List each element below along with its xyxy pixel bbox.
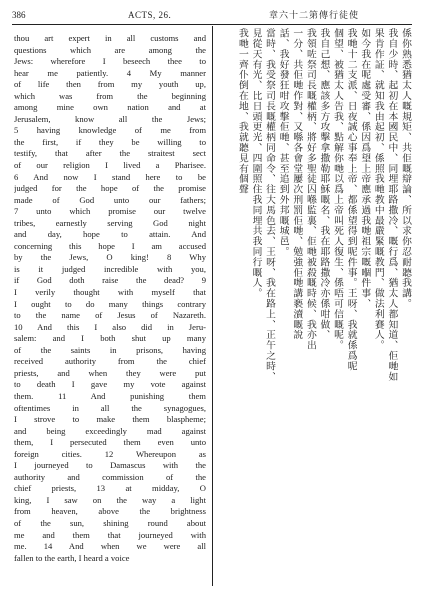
page-number: 386 bbox=[12, 10, 26, 20]
chinese-column: 如今我在呢處受審、係因爲望上帝應承過我哋祖宗嘅嗰件事、 bbox=[359, 28, 371, 309]
english-line: to death I gave my vote against bbox=[14, 379, 206, 390]
english-line: testify, that after the straitest sect bbox=[14, 148, 206, 159]
english-line: questions which are among the bbox=[14, 44, 206, 55]
english-line: 10 And this I also did in Jeru- bbox=[14, 321, 206, 332]
english-line: Jews: wherefore I beseech thee to bbox=[14, 56, 206, 67]
english-line: I ought to do many things contrary bbox=[14, 298, 206, 309]
english-line: of our religion I lived a Pharisee. bbox=[14, 160, 206, 171]
chinese-column: 一分、共佢哋作對、又喺各會堂屢次刑罰佢哋、勉強佢哋講褻瀆嘅說 bbox=[291, 28, 303, 340]
column-divider bbox=[212, 26, 213, 586]
english-line: Jerusalem, know all the Jews; bbox=[14, 113, 206, 124]
english-line: chief priests, 13 at midday, O bbox=[14, 483, 206, 494]
chinese-text-column bbox=[216, 28, 412, 590]
chinese-column: 我自少時、起初在本國民中、同埋耶路撒冷、嘅行爲、猶太人都知道、佢哋如 bbox=[386, 28, 398, 382]
english-line: priests, and when they were put bbox=[14, 367, 206, 378]
running-title: ACTS, 26. bbox=[128, 10, 172, 20]
english-line: them. 11 And punishing them bbox=[14, 390, 206, 401]
english-line: and being exceedingly mad against bbox=[14, 425, 206, 436]
chinese-column: 見從天有光、比日頭更光、四圍照住我同埋共我同行嘅人。 bbox=[250, 28, 262, 299]
english-line: of the sun, shining round about bbox=[14, 517, 206, 528]
chinese-column: 我哋十二支派、日夜誠心事奉上帝、都係望得到呢件事。王呀、我就係爲呢 bbox=[345, 28, 357, 372]
chinese-column: 係你熟悉猶太人嘅規矩、共佢嘅辯論、所以求你忍耐聽我講。 bbox=[400, 28, 411, 309]
english-line: among mine own nation and at bbox=[14, 102, 206, 113]
english-line: by the Jews, O king! 8 Why bbox=[14, 252, 206, 263]
english-line: 5 having knowledge of me from bbox=[14, 125, 206, 136]
english-line: fallen to the earth, I heard a voice bbox=[14, 552, 130, 563]
english-line: 6 And now I stand here to be bbox=[14, 171, 206, 182]
chinese-column: 我哋一齊仆倒在地、我就聽見有個聲 bbox=[236, 28, 248, 195]
english-line: of the saints in prisons, having bbox=[14, 344, 206, 355]
english-line: me and them that journeyed with bbox=[14, 529, 206, 540]
english-line: which was from the beginning bbox=[14, 90, 206, 101]
chinese-running-title: 章六十二第傳行徒使 bbox=[268, 11, 359, 21]
english-line: them, I persecuted them even unto bbox=[14, 437, 206, 448]
header-rule bbox=[12, 24, 412, 25]
english-line: I journeyed to Damascus with the bbox=[14, 460, 206, 471]
english-line: foreign cities. 12 Whereupon as bbox=[14, 448, 206, 459]
english-line: to the name of Jesus of Nazareth. bbox=[14, 310, 206, 321]
english-line: tribes, earnestly serving God night bbox=[14, 217, 206, 228]
english-line: hear me patiently. 4 My manner bbox=[14, 67, 206, 78]
english-line: the first, if they be willing to bbox=[14, 136, 206, 147]
english-line: received authority from the chief bbox=[14, 356, 206, 367]
english-line: king, I saw on the way a light bbox=[14, 494, 206, 505]
english-line: made of God unto our fathers; bbox=[14, 194, 206, 205]
english-line: oftentimes in all the synagogues, bbox=[14, 402, 206, 413]
english-line: concerning this hope I am accused bbox=[14, 240, 206, 251]
chinese-column: 果肯作証、就知我由起初、係照我哋教中最嚴緊嘅教門、做法利賽人。 bbox=[372, 28, 384, 351]
english-line: and day, hope to attain. And bbox=[14, 229, 206, 240]
chinese-column: 話、我好發狂咁攻擊佢哋、甚至追到外邦嘅城邑。 bbox=[277, 28, 289, 257]
chinese-column: 當時、我受祭司長嘅權柄同命令、往大馬色去、王呀、我在路上、正午之時、 bbox=[264, 28, 276, 382]
english-line: salem: and I both shut up many bbox=[14, 333, 206, 344]
english-line: is it judged incredible with you, bbox=[14, 263, 206, 274]
english-line: judged for the hope of the promise bbox=[14, 183, 206, 194]
chinese-column: 個望、被猶太人告我、點解你哋以爲上帝叫死人復生、係唔可信嘅呢。 bbox=[332, 28, 344, 351]
english-line: I strove to make them blaspheme; bbox=[14, 414, 206, 425]
english-line: 7 unto which promise our twelve bbox=[14, 206, 206, 217]
chinese-column: 我自己想、應該多方攻擊拿撒勒耶穌嘅名、我在耶路撒冷亦係咁做、 bbox=[318, 28, 330, 340]
english-line: me. 14 And when we were all bbox=[14, 541, 206, 552]
chinese-column: 我領咗祭司長嘅權柄、將好多聖徒囚喺監裏、佢哋被殺嘅時候、我亦出 bbox=[304, 28, 316, 351]
english-line: thou art expert in all customs and bbox=[14, 33, 206, 43]
english-line: authority and commission of the bbox=[14, 471, 206, 482]
english-line: I verily thought with myself that bbox=[14, 287, 206, 298]
english-line: of life then from my youth up, bbox=[14, 79, 206, 90]
english-line: if God doth raise the dead? 9 bbox=[14, 275, 206, 286]
english-line: from heaven, above the brightness bbox=[14, 506, 206, 517]
english-text-column bbox=[14, 33, 206, 589]
